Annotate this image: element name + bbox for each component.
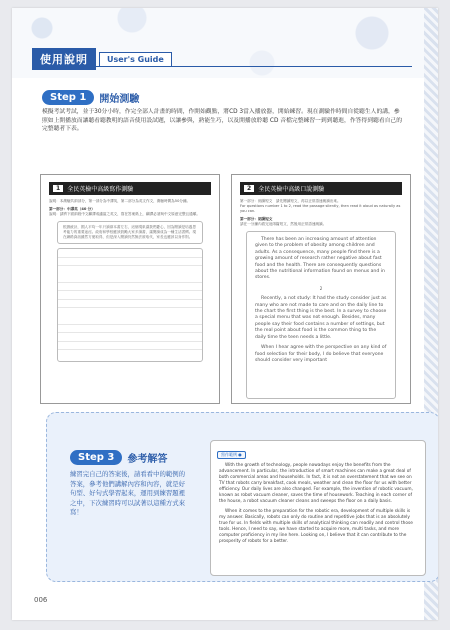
step3-badge: Step 3	[70, 450, 122, 465]
header-subtitle: User's Guide	[99, 52, 172, 67]
step1-title: 開始測驗	[99, 94, 140, 105]
reading-passage	[246, 231, 396, 399]
answer-lines	[57, 248, 203, 362]
speaking-test-panel	[231, 174, 411, 404]
sample-answer-label: 寫作範例 ●	[217, 451, 246, 459]
header-rule	[32, 66, 412, 67]
speaking-test-number: 2	[244, 185, 254, 192]
passage-separator: 2	[319, 285, 323, 291]
writing-test-number: 1	[53, 185, 63, 192]
page	[12, 8, 438, 620]
step3-title: 參考解答	[127, 454, 168, 465]
translation-passage: 根據統計，國人平均一年只讀兩本書左右，這個現象讓我們憂心，因為閱讀是培養思考能力的重要途徑。政府和學校應該鼓勵大家多讀書，讓閱讀成為一種生活習慣。現在網路資訊雖然方便取得，但是深入閱讀仍然無法被取代，家長也應該以身作則。	[57, 221, 203, 244]
step1-intro: 模擬考試考試，並于30分小時，作完全部人計畫的時間，作開始觀點，將CD 3當入播放器，開始練習。現在測驗作時間自從聽生人的講，參照如上開播放而讓聽看聽教明的語音使用設試題，以讓參與，熟能生巧，以及開播放聆聽 CD 音檔完整練習一到到聽進，作答得到聽看自己的完整聽者下表。	[42, 109, 403, 132]
step1-badge: Step 1	[42, 90, 94, 105]
sample-paragraph-2: When it comes to the preparation for the robotic era, development of multiple skills is my answer. Basically, robots can only do routine and repetitive jobs that is an absolutely true for us. In fields with multiple skills of analytical thinking can readily and control those tools. Hence, I need to say, we have started to acquire more, multi tasks, and more computer proficiency in my line here. Looking on, I believe that it can contribute to the prosperity of robots for a better.	[219, 509, 413, 544]
writing-test-part-heading: 第一部分：中譯英（40 分）	[49, 207, 95, 211]
speaking-test-title: 全民英檢中高級口說測驗	[258, 186, 325, 193]
reading-paragraph-1: There has been an increasing amount of attention given to the problem of obesity among children and adults. As a consequence, many people find there is a growing amount of research rather negative about fast food and the health. There are consequently questions about the nutritional information found on menus and in stores.	[255, 237, 385, 281]
reading-paragraph-3: When I hear agree with the perspective on any kind of food selection for their body, I do believe that everyone should consider very important	[255, 345, 387, 363]
step3-heading	[70, 450, 167, 465]
speaking-test-title-bar	[240, 182, 402, 195]
speaking-test-part-desc: 請在一分鐘內看完這兩篇短文，然後用正常語速朗讀。	[240, 222, 327, 226]
sample-paragraph-1: With the growth of technology, people nowadays enjoy the benefits from the advancement. In particular, the introduction of smart machines can make a great deal of both commercial areas and households. In fact, it is not an overstatement that we see on TV that robots carry breakfast, cook meals, weather and clean the floor for us with better efficiency. Our daily lives are also changed. For example, the invention of robotic vacuum, known as robot vacuum cleaner, saves the time of housework. Teaching in each corner of the house, a robot vacuum cleaner cleans and sweeps the floor on a daily basis.	[219, 463, 413, 504]
speaking-test-instructions: 第一部分：朗讀短文 請先閱讀短文，再以正常語速朗讀出來。	[240, 199, 341, 203]
writing-test-instructions: 說明：本測驗共兩部分，第一部分為中譯英，第二部分為英文作文，測驗時間為50分鐘。	[49, 199, 191, 203]
step3-description: 練習完自己的答案後，請看看中的範例的答案，參考他們講解內容和內容，就是好句型、好句式學習起來，運用到練習題裡之中，下次練習時可以試著以這種方式來寫！	[70, 470, 186, 517]
header-title: 使用說明	[32, 48, 96, 70]
sample-answer-text	[219, 463, 417, 545]
writing-test-title-bar	[49, 182, 211, 195]
step1-heading	[42, 90, 139, 105]
sample-answer-card	[210, 440, 426, 576]
writing-test-part-desc: 說明：請將下面兩段中文翻譯成適當之英文，寫在答案紙上，翻譯必須與中文原意完整且通順。	[49, 212, 200, 216]
page-number: 006	[34, 596, 48, 604]
speaking-test-part-heading: 第一部分：朗讀短文	[240, 217, 273, 221]
reading-paragraph-2: Recently, a not study: It had the study consider just as many who are not made to care and on the daily line to the chart the first thing is the best. In a survey to choose a special menu that was not enough. Besides, many people say their food contains a number of settings, but the real point about food is the common thing to the daily time the teen needs a little.	[255, 296, 387, 340]
writing-test-panel	[40, 174, 220, 404]
writing-test-title: 全民英檢中高級寫作測驗	[67, 186, 134, 193]
speaking-test-instructions-en: For questions number 1 to 2, read the passage silently, then read it aloud as naturally as you can.	[240, 204, 401, 213]
